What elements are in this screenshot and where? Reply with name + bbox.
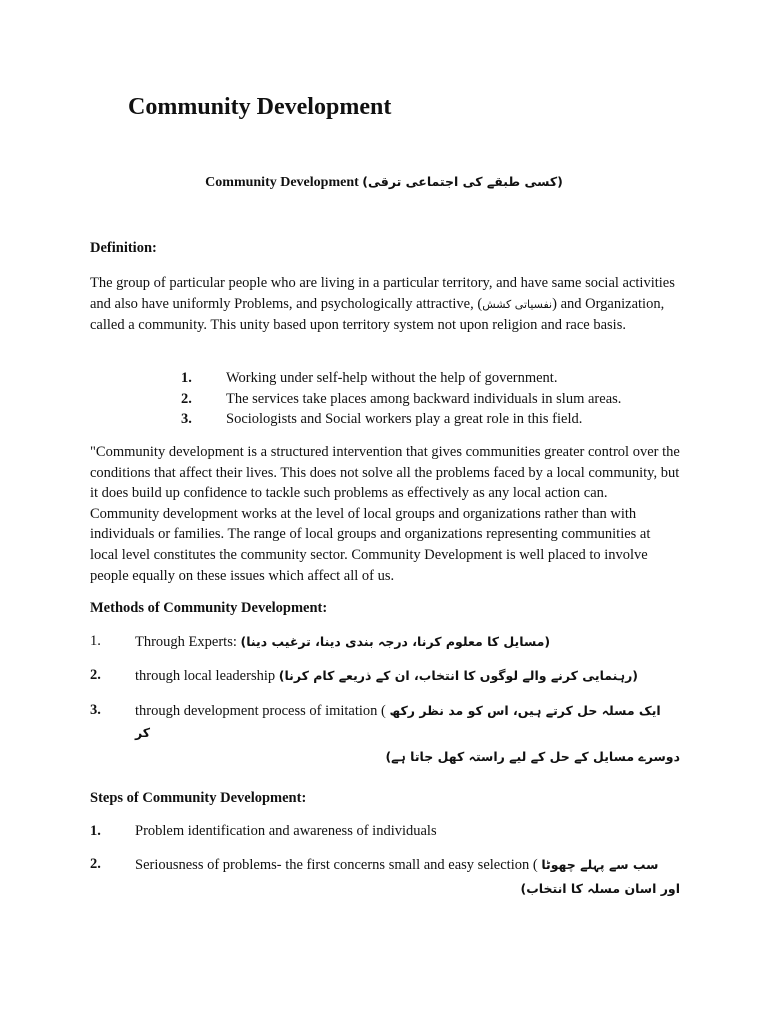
- subtitle-urdu: (کسی طبقے کی اجتماعی ترقی): [362, 174, 563, 189]
- page-title: Community Development: [128, 94, 392, 120]
- list-item-text: through development process of imitation (: [135, 703, 390, 719]
- definition-text-b: ) and Organization, called a community. This unity based upon territory system not upon religion and race basis.: [90, 295, 665, 334]
- methods-item-1: [90, 631, 680, 653]
- list-item: [181, 409, 701, 430]
- list-item: [181, 389, 701, 410]
- list-item-urdu: (رہنمایی کرنے والے لوگوں کا انتخاب، ان کے ذریعے کام کرنا): [278, 668, 639, 683]
- list-item-text: Through Experts:: [135, 634, 241, 650]
- list-item-text: Working under self-help without the help of government.: [226, 370, 558, 386]
- list-item-number: 2.: [181, 390, 192, 407]
- definition-paragraph: [90, 273, 680, 336]
- list-item-text: Sociologists and Social workers play a great role in this field.: [226, 411, 583, 427]
- list-item-number: 1.: [90, 823, 101, 839]
- definition-heading: Definition:: [90, 240, 157, 256]
- list-item-urdu-continued: اور اسان مسلہ کا انتخاب): [520, 881, 680, 896]
- list-item-text: Problem identification and awareness of individuals: [135, 823, 437, 839]
- list-item-number: 1.: [90, 633, 101, 649]
- features-list: [181, 368, 701, 430]
- steps-item-2: [90, 854, 680, 899]
- list-item-urdu-continued: دوسرے مسایل کے حل کے لیے راستہ کھل جاتا ہے): [385, 749, 680, 764]
- list-item-urdu: سب سے پہلے چھوٹا: [541, 857, 659, 872]
- list-item: [181, 368, 701, 389]
- subtitle-english: Community Development: [205, 175, 359, 190]
- list-item-number: 3.: [90, 702, 101, 718]
- list-item-number: 2.: [90, 667, 101, 683]
- definition-urdu: نفسیاتی کشش: [482, 297, 553, 311]
- methods-heading: Methods of Community Development:: [90, 600, 328, 616]
- methods-item-3: [90, 700, 680, 767]
- list-item-text: through local leadership: [135, 668, 279, 684]
- list-item-text: Seriousness of problems- the first concerns small and easy selection (: [135, 857, 542, 873]
- methods-item-2: [90, 665, 680, 687]
- list-item-urdu: ایک مسلہ حل کرتے ہیں، اس کو مد نظر رکھ کر: [135, 703, 661, 740]
- steps-item-1: [90, 821, 680, 842]
- list-item-urdu: (مسایل کا معلوم کرنا، درجہ بندی دینا، ترغیب دینا): [240, 634, 551, 649]
- steps-heading: Steps of Community Development:: [90, 790, 307, 806]
- definition-text-a: The group of particular people who are living in a particular territory, and have same social activities and also have uniformly Problems, and psychologically attractive, (: [90, 275, 675, 312]
- list-item-number: 3.: [181, 411, 192, 427]
- list-item-number: 1.: [181, 370, 192, 386]
- list-item-text: The services take places among backward individuals in slum areas.: [226, 390, 622, 407]
- quote-paragraph: "Community development is a structured intervention that gives communities greater control over the conditions that affect their lives. This does not solve all the problems faced by a local community, but it does build up confidence to tackle such problems as effectively as any local action can. Community development works at the level of local groups and organizations rather than with individuals or families. The range of local groups and organizations representing communities at local level constitutes the community sector. Community Development is well placed to involve people equally on these issues which affect all of us.: [90, 444, 680, 584]
- subtitle: [0, 174, 768, 191]
- list-item-number: 2.: [90, 856, 101, 872]
